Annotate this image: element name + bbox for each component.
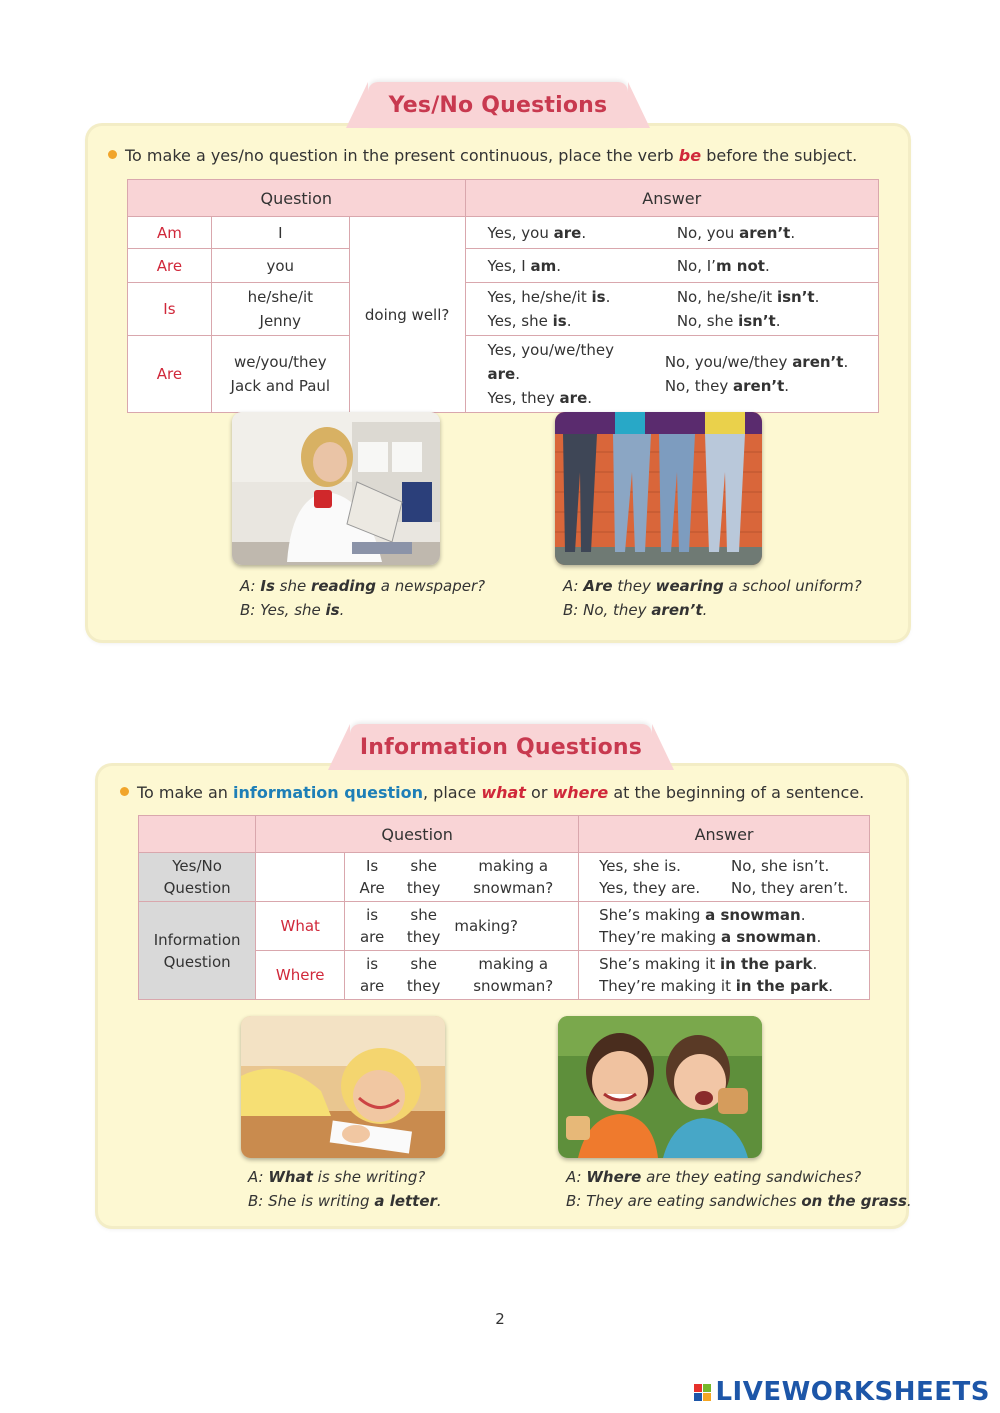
caption-2: A: Are they wearing a school uniform? B: No, they aren’t.	[563, 577, 862, 619]
boys-eating-sandwiches-photo	[558, 1016, 762, 1158]
information-title-tab	[350, 724, 652, 770]
yes-no-table	[127, 179, 879, 413]
section-title: Yes/No Questions	[388, 92, 608, 118]
bullet-icon	[120, 787, 129, 796]
information-table-body: Question Answer Yes/No Question Is Are she they making a snowman? Yes, she is. No, she isn’t. Yes, they are. No, they aren’t. Information Question What is are she they making? She’s making a snowman. They’re making a snowman. Where is are she they making a snowman? She’s making it in the park. They’re making it in the park.	[138, 815, 870, 1000]
answer-header: Answer	[465, 180, 878, 217]
logo-icon	[694, 1384, 711, 1401]
table-row: Information Question What is are she they making? She’s making a snowman. They’re making a snowman.	[139, 902, 870, 951]
yes-no-intro: To make a yes/no question in the present continuous, place the verb be before the subject.	[108, 146, 857, 165]
caption-1: A: Is she reading a newspaper? B: Yes, she is.	[240, 577, 486, 619]
table-row: Are you Yes, I am. No, I’m not.	[128, 249, 879, 283]
table-row: Are we/you/they Jack and Paul Yes, you/we/they are. Yes, they are. No, you/we/they aren’t. No, they aren’t.	[128, 336, 879, 413]
table-row: Where is are she they making a snowman? She’s making it in the park. They’re making it in the park.	[139, 951, 870, 1000]
bullet-icon	[108, 150, 117, 159]
table-row: Is he/she/it Jenny Yes, he/she/it is. Yes, she is. No, he/she/it isn’t. No, she isn’t.	[128, 283, 879, 336]
caption-3: A: What is she writing? B: She is writing a letter.	[248, 1168, 442, 1210]
caption-4: A: Where are they eating sandwiches? B: They are eating sandwiches on the grass.	[566, 1168, 912, 1210]
girl-writing-photo	[241, 1016, 445, 1158]
information-intro: To make an information question, place what or where at the beginning of a sentence.	[120, 783, 864, 802]
students-jeans-photo	[555, 412, 762, 565]
yes-no-title-tab	[368, 82, 628, 128]
page-number: 2	[495, 1310, 505, 1328]
section-title: Information Questions	[359, 734, 643, 760]
doing-well-cell: doing well?	[349, 217, 465, 413]
table-row: Yes/No Question Is Are she they making a snowman? Yes, she is. No, she isn’t. Yes, they are. No, they aren’t.	[139, 853, 870, 902]
table-row: Am I doing well? Yes, you are. No, you aren’t.	[128, 217, 879, 249]
woman-reading-newspaper-photo	[232, 412, 440, 565]
liveworksheets-logo[interactable]	[694, 1377, 990, 1407]
brand-name: LIVEWORKSHEETS	[715, 1377, 990, 1407]
question-header: Question	[128, 180, 466, 217]
